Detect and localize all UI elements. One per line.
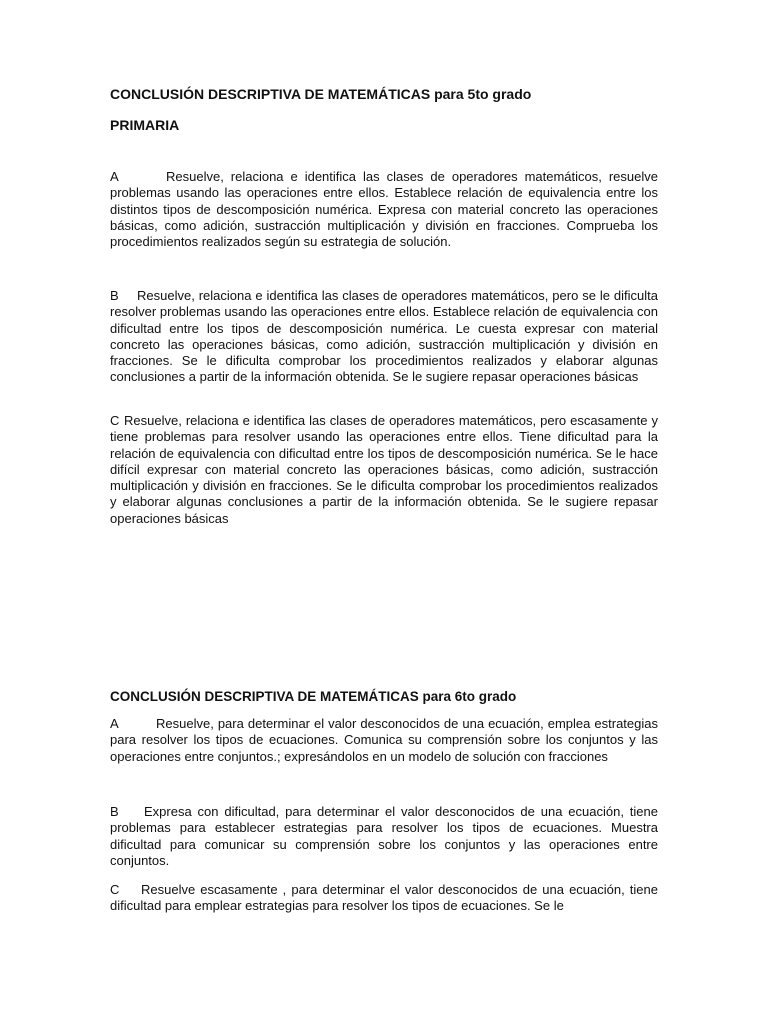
- item-letter: A: [110, 169, 119, 184]
- grade6-item-c: [110, 882, 658, 915]
- item-text: Resuelve, relaciona e identifica las clases de operadores matemáticos, pero se le dificulta resolver problemas usando las operaciones entre ellos. Establece relación de equivalencia con dificultad entre los tipos de descomposición numérica. Le cuesta expresar con material concreto las operaciones básicas, como adición, sustracción multiplicación y división en fracciones. Se le dificulta comprobar los procedimientos realizados y elaborar algunas conclusiones a partir de la información obtenida. Se le sugiere repasar operaciones básicas: [110, 288, 658, 385]
- grade6-item-b: [110, 804, 658, 869]
- item-text: Resuelve, relaciona e identifica las clases de operadores matemáticos, resuelve problemas usando las operaciones entre ellos. Establece relación de equivalencia entre los distintos tipos de descomposición numérica. Expresa con material concreto las operaciones básicas, como adición, sustracción multiplicación y división en fracciones. Comprueba los procedimientos realizados según su estrategia de solución.: [110, 169, 658, 250]
- item-letter: A: [110, 716, 119, 731]
- grade5-subtitle: PRIMARIA: [110, 117, 180, 133]
- item-text: Resuelve escasamente , para determinar el valor desconocidos de una ecuación, tiene dificultad para emplear estrategias para resolver los tipos de ecuaciones. Se le: [110, 882, 658, 914]
- grade5-title: CONCLUSIÓN DESCRIPTIVA DE MATEMÁTICAS para 5to grado: [110, 86, 532, 102]
- grade5-item-a: [110, 169, 658, 250]
- grade5-item-b: [110, 288, 658, 386]
- grade6-item-a: [110, 716, 658, 765]
- grade5-item-c: [110, 413, 658, 527]
- item-letter: B: [110, 288, 119, 303]
- item-text: Resuelve, relaciona e identifica las clases de operadores matemáticos, pero escasamente y tiene problemas para resolver usando las operaciones entre ellos. Tiene dificultad para la relación de equivalencia con dificultad entre los tipos de descomposición numérica. Se le hace difícil expresar con material concreto las operaciones básicas, como adición, sustracción multiplicación y división en fracciones. Se le dificulta comprobar los procedimientos realizados y elaborar algunas conclusiones a partir de la información obtenida. Se le sugiere repasar operaciones básicas: [110, 413, 658, 526]
- grade6-title: CONCLUSIÓN DESCRIPTIVA DE MATEMÁTICAS para 6to grado: [110, 689, 517, 704]
- item-text: Resuelve, para determinar el valor desconocidos de una ecuación, emplea estrategias para resolver los tipos de ecuaciones. Comunica su comprensión sobre los conjuntos y las operaciones entre conjuntos.; expresándolos en un modelo de solución con fracciones: [110, 716, 658, 764]
- item-letter: C: [110, 413, 120, 428]
- item-text: Expresa con dificultad, para determinar el valor desconocidos de una ecuación, tiene problemas para establecer estrategias para resolver los tipos de ecuaciones. Muestra dificultad para comunicar su comprensión sobre los conjuntos y las operaciones entre conjuntos.: [110, 804, 658, 868]
- item-letter: B: [110, 804, 119, 819]
- item-letter: C: [110, 882, 120, 897]
